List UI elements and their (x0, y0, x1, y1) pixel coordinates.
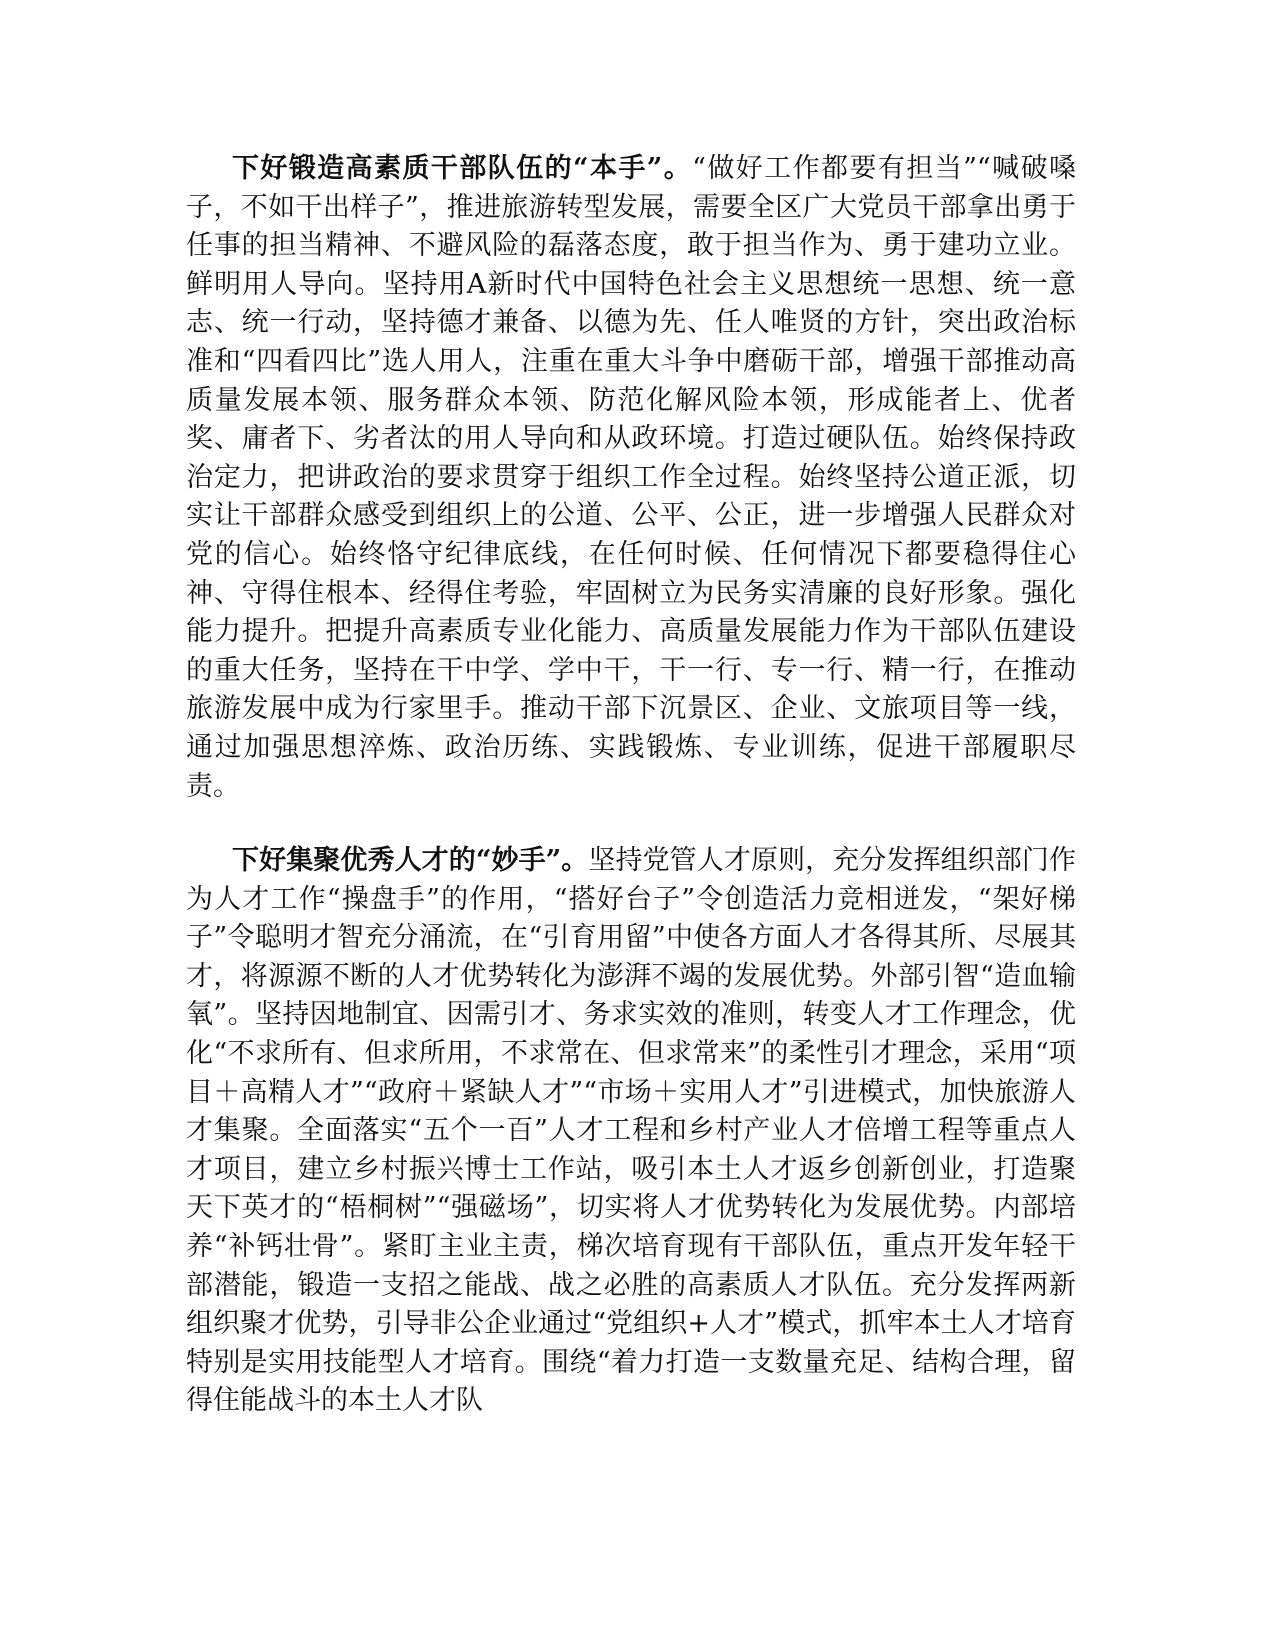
paragraph-cadre-team (186, 150, 1076, 806)
paragraph-body: 坚持党管人才原则，充分发挥组织部门作为人才工作“操盘手”的作用，“搭好台子”令创造活力竞相迸发，“架好梯子”令聪明才智充分涌流，在“引育用留”中使各方面人才各得其所、尽展其才，将源源不断的人才优势转化为澎湃不竭的发展优势。外部引智“造血输氧”。坚持因地制宜、因需引才、务求实效的准则，转变人才工作理念，优化“不求所有、但求所用，不求常在、但求常来”的柔性引才理念，采用“项目＋高精人才”“政府＋紧缺人才”“市场＋实用人才”引进模式，加快旅游人才集聚。全面落实“五个一百”人才工程和乡村产业人才倍增工程等重点人才项目，建立乡村振兴博士工作站，吸引本土人才返乡创新创业，打造聚天下英才的“梧桐树”“强磁场”，切实将人才优势转化为发展优势。内部培养“补钙壮骨”。紧盯主业主责，梯次培育现有干部队伍，重点开发年轻干部潜能，锻造一支招之能战、战之必胜的高素质人才队伍。充分发挥两新组织聚才优势，引导非公企业通过“党组织+人才”模式，抓牢本土人才培育特别是实用技能型人才培育。围绕“着力打造一支数量充足、结构合理，留得住能战斗的本土人才队 (186, 845, 1077, 1417)
paragraph-heading: 下好锻造高素质干部队伍的“本手”。 (232, 153, 693, 184)
paragraph-heading: 下好集聚优秀人才的“妙手”。 (232, 845, 589, 876)
paragraph-body: “做好工作都要有担当”“喊破嗓子，不如干出样子”，推进旅游转型发展，需要全区广大党员干部拿出勇于任事的担当精神、不避风险的磊落态度，敢于担当作为、勇于建功立业。鲜明用人导向。坚持用A新时代中国特色社会主义思想统一思想、统一意志、统一行动，坚持德才兼备、以德为先、任人唯贤的方针，突出政治标准和“四看四比”选人用人，注重在重大斗争中磨砺干部，增强干部推动高质量发展本领、服务群众本领、防范化解风险本领，形成能者上、优者奖、庸者下、劣者汰的用人导向和从政环境。打造过硬队伍。始终保持政治定力，把讲政治的要求贯穿于组织工作全过程。始终坚持公道正派，切实让干部群众感受到组织上的公道、公平、公正，进一步增强人民群众对党的信心。始终恪守纪律底线，在任何时候、任何情况下都要稳得住心神、守得住根本、经得住考验，牢固树立为民务实清廉的良好形象。强化能力提升。把提升高素质专业化能力、高质量发展能力作为干部队伍建设的重大任务，坚持在干中学、学中干，干一行、专一行、精一行，在推动旅游发展中成为行家里手。推动干部下沉景区、企业、文旅项目等一线，通过加强思想淬炼、政治历练、实践锻炼、专业训练，促进干部履职尽责。 (186, 153, 1076, 802)
paragraph-talent-gathering (186, 842, 1076, 1421)
